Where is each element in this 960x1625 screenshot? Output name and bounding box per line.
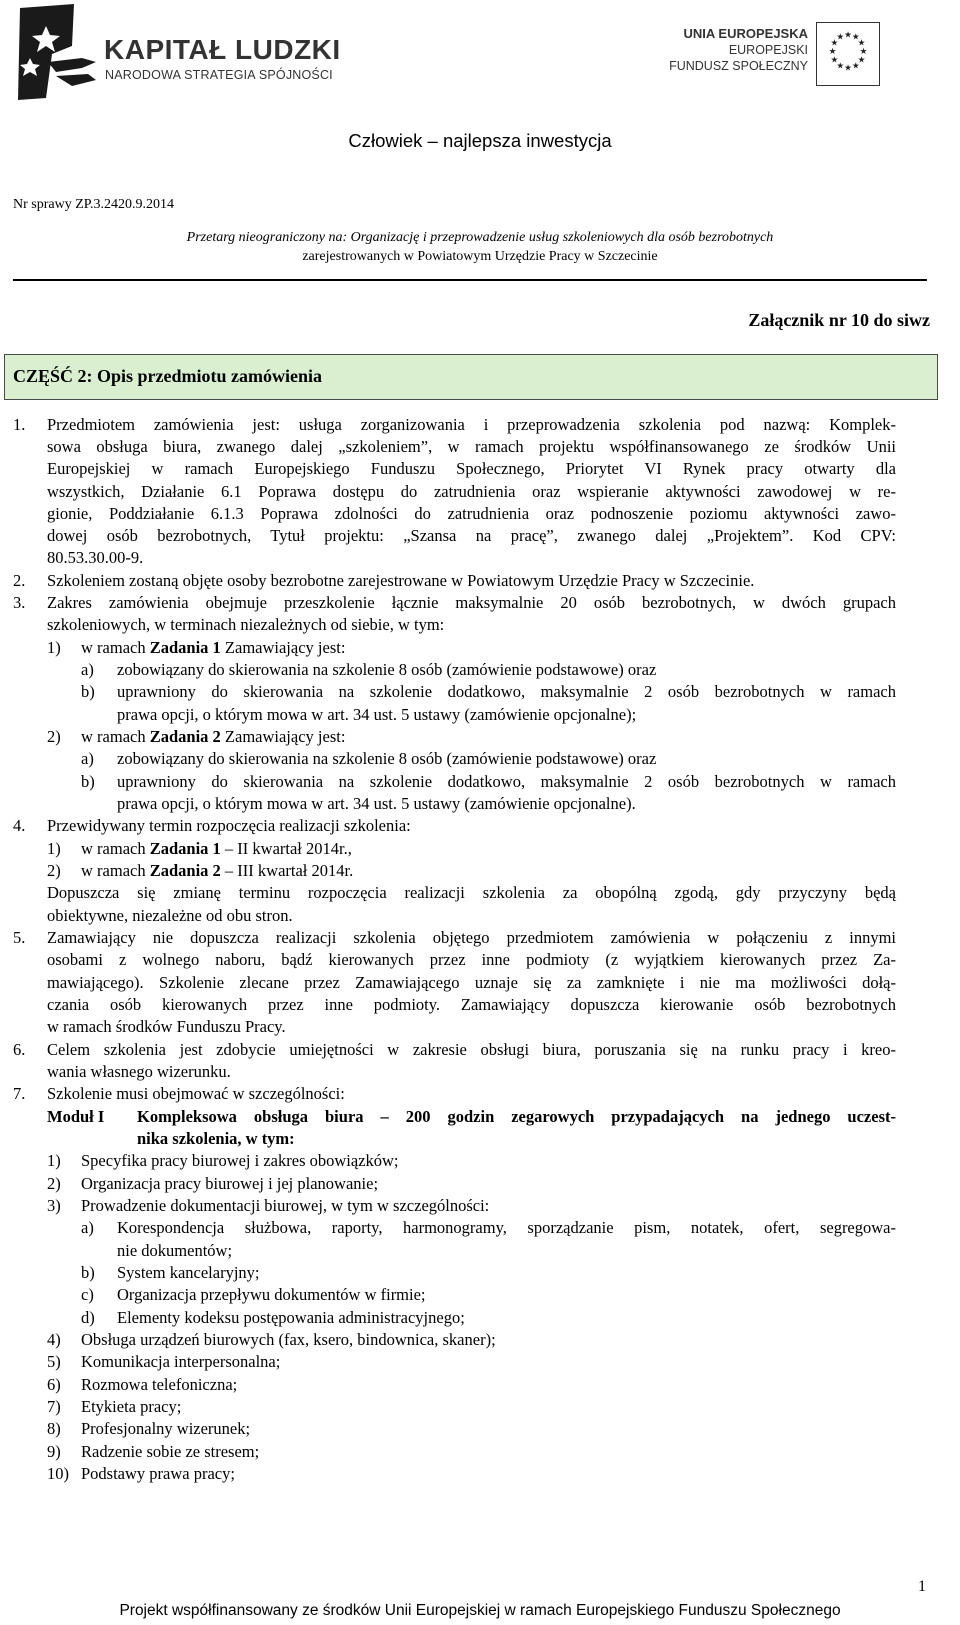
list-number: 2) [47, 727, 61, 746]
list-number: 4. [13, 816, 26, 835]
text-line [81, 726, 345, 748]
text-run: – II kwartał 2014r., [220, 839, 352, 858]
text-line: Komunikacja interpersonalna; [81, 1352, 281, 1371]
task-2-label: Zadania 2 [149, 727, 221, 746]
list-number: 1. [13, 415, 26, 434]
kapital-ludzki-title: KAPITAŁ LUDZKI [104, 34, 341, 65]
task-1-label: Zadania 1 [149, 638, 221, 657]
list-number: 6. [13, 1040, 26, 1059]
svg-text:★: ★ [836, 32, 845, 43]
svg-text:★: ★ [851, 61, 860, 72]
svg-text:★: ★ [830, 38, 839, 49]
text-line: Szkoleniem zostaną objęte osoby bezrobotne zarejestrowane w Powiatowym Urzędzie Pracy w Szczecinie. [47, 571, 755, 590]
svg-text:★: ★ [844, 63, 852, 74]
list-letter: a) [81, 749, 94, 768]
text-run: – III kwartał 2014r. [220, 861, 354, 880]
case-number: Nr sprawy ZP.3.2420.9.2014 [13, 197, 174, 212]
text-line: Elementy kodeksu postępowania administracyjnego; [117, 1308, 465, 1327]
list-number: 10) [47, 1464, 69, 1483]
text-line: Radzenie sobie ze stresem; [81, 1442, 260, 1461]
list-number: 7) [47, 1397, 61, 1416]
text-line: Przedmiotem zamówienia jest: usługa zorganizowania i przeprowadzenia szkolenia pod nazwą: Komplek- [47, 415, 896, 434]
list-letter: b) [81, 682, 95, 701]
text-line: Organizacja przepływu dokumentów w firmie; [117, 1285, 426, 1304]
text-line: zobowiązany do skierowania na szkolenie 8 osób (zamówienie podstawowe) oraz [117, 660, 657, 679]
text-run: Zamawiający jest: [220, 638, 346, 657]
text-line: Podstawy prawa pracy; [81, 1464, 235, 1483]
text-line: wania własnego wizerunku. [47, 1062, 231, 1081]
module-title-cont: nika szkolenia, w tym: [137, 1129, 295, 1148]
text-line: obiektywne, niezależne od obu stron. [47, 906, 293, 925]
part-heading: CZĘŚĆ 2: Opis przedmiotu zamówienia [4, 354, 938, 400]
text-line: Zamawiający nie dopuszcza realizacji szkolenia objętego przedmiotem zamówienia w połączeniu z innymi [47, 928, 896, 947]
list-letter: d) [81, 1308, 95, 1327]
page-number: 1 [918, 1578, 926, 1595]
list-number: 8) [47, 1419, 61, 1438]
list-number: 4) [47, 1330, 61, 1349]
kapital-ludzki-logo-icon [12, 2, 100, 102]
text-line: Korespondencja służbowa, raporty, harmonogramy, sporządzanie pism, notatek, ofert, segregowa- [117, 1218, 896, 1237]
svg-text:★: ★ [830, 55, 839, 66]
eu-logo-line1: UNIA EUROPEJSKA [683, 26, 808, 41]
list-number: 1) [47, 638, 61, 657]
text-line: Rozmowa telefoniczna; [81, 1375, 238, 1394]
tender-title [60, 228, 900, 266]
text-line: uprawniony do skierowania na szkolenie dodatkowo, maksymalnie 2 osób bezrobotnych w ramach [117, 772, 896, 791]
text-line: dowej osób bezrobotnych, Tytuł projektu: „Szansa na pracę”, zwanego dalej „Projektem”. Kod CPV: [47, 526, 896, 545]
text-line: mawiającego). Szkolenie zlecane przez Zamawiającego uznaje się za zamknięte i nie ma możliwości dołą- [47, 973, 896, 992]
text-line: prawa opcji, o którym mowa w art. 34 ust. 5 ustawy (zamówienie opcjonalne). [117, 794, 636, 813]
svg-text:★: ★ [851, 32, 860, 43]
text-line: 80.53.30.00-9. [47, 548, 144, 567]
text-run: Zamawiający jest: [220, 727, 346, 746]
header-divider [13, 279, 927, 281]
list-number: 2. [13, 571, 26, 590]
motto: Człowiek – najlepsza inwestycja [348, 130, 612, 151]
text-line: Specyfika pracy biurowej i zakres obowiązków; [81, 1151, 399, 1170]
list-number: 7. [13, 1084, 26, 1103]
list-letter: b) [81, 772, 95, 791]
text-line: Etykieta pracy; [81, 1397, 182, 1416]
list-number: 6) [47, 1375, 61, 1394]
list-number: 5. [13, 928, 26, 947]
text-line: Przewidywany termin rozpoczęcia realizacji szkolenia: [47, 816, 411, 835]
svg-text:★: ★ [844, 30, 852, 41]
text-run: w ramach [81, 839, 150, 858]
svg-text:★: ★ [859, 47, 868, 57]
list-number: 3. [13, 593, 26, 612]
text-line: w ramach środków Funduszu Pracy. [47, 1017, 286, 1036]
text-line: wszystkich, Działanie 6.1 Poprawa dostępu do zatrudnienia oraz wspieranie aktywności zawodowej w re- [47, 482, 896, 501]
module-label: Moduł I [47, 1107, 105, 1126]
text-line: Zakres zamówienia obejmuje przeszkolenie łącznie maksymalnie 20 osób bezrobotnych, w dwóch grupach [47, 593, 896, 612]
eu-logo-text [669, 26, 808, 74]
svg-text:★: ★ [857, 38, 866, 49]
tender-line-1: Przetarg nieograniczony na: Organizację i przeprowadzenie usług szkoleniowych dla osób bezrobotnych [186, 230, 774, 245]
list-number: 1) [47, 1151, 61, 1170]
module-title: Kompleksowa obsługa biura – 200 godzin zegarowych przypadających na jednego uczest- [137, 1107, 896, 1126]
list-letter: a) [81, 660, 94, 679]
eu-flag-icon [816, 22, 880, 86]
text-line: Celem szkolenia jest zdobycie umiejętności w zakresie obsługi biura, poruszania się na runku pracy i kreo- [47, 1040, 896, 1059]
text-line: uprawniony do skierowania na szkolenie dodatkowo, maksymalnie 2 osób bezrobotnych w ramach [117, 682, 896, 701]
text-line: szkoleniowych, w terminach niezależnych od siebie, w tym: [47, 615, 445, 634]
kapital-ludzki-subtitle: NARODOWA STRATEGIA SPÓJNOŚCI [105, 68, 333, 82]
text-line: Szkolenie musi obejmować w szczególności: [47, 1084, 345, 1103]
text-run: w ramach [81, 638, 150, 657]
task-2-label: Zadania 2 [149, 861, 221, 880]
list-number: 9) [47, 1442, 61, 1461]
text-run: w ramach [81, 861, 150, 880]
eu-logo-line3: FUNDUSZ SPOŁECZNY [669, 59, 808, 73]
text-line: Europejskiej w ramach Europejskiego Funduszu Społecznego, Priorytet VI Rynek pracy otwarty dla [47, 459, 896, 478]
text-line: System kancelaryjny; [117, 1263, 260, 1282]
list-number: 5) [47, 1352, 61, 1371]
text-line: Obsługa urządzeń biurowych (fax, ksero, bindownica, skaner); [81, 1330, 496, 1349]
tender-line-2: zarejestrowanych w Powiatowym Urzędzie Pracy w Szczecinie [302, 249, 658, 264]
text-line: prawa opcji, o którym mowa w art. 34 ust. 5 ustawy (zamówienie opcjonalne); [117, 705, 637, 724]
list-number: 2) [47, 861, 61, 880]
list-letter: b) [81, 1263, 95, 1282]
task-1-label: Zadania 1 [149, 839, 221, 858]
page-footer: Projekt współfinansowany ze środków Unii Europejskiej w ramach Europejskiego Funduszu Społecznego [119, 1602, 841, 1619]
text-line: sowa obsługa biura, zwanego dalej „szkoleniem”, w ramach projektu współfinansowanego ze środków Unii [47, 437, 896, 456]
text-line: nie dokumentów; [117, 1241, 233, 1260]
list-number: 2) [47, 1174, 61, 1193]
text-line: Organizacja pracy biurowej i jej planowanie; [81, 1174, 379, 1193]
list-letter: c) [81, 1285, 94, 1304]
list-number: 3) [47, 1196, 61, 1215]
text-line [81, 637, 345, 659]
text-line: zobowiązany do skierowania na szkolenie 8 osób (zamówienie podstawowe) oraz [117, 749, 657, 768]
text-line: Prowadzenie dokumentacji biurowej, w tym w szczególności: [81, 1196, 490, 1215]
svg-text:★: ★ [836, 61, 845, 72]
list-number: 1) [47, 839, 61, 858]
text-line [81, 860, 353, 882]
annex-label: Załącznik nr 10 do siwz [748, 310, 930, 330]
text-line: gionie, Poddziałanie 6.1.3 Poprawa zdolności do zatrudnienia oraz podnoszenie poziomu aktywności zawo- [47, 504, 896, 523]
text-run: w ramach [81, 727, 150, 746]
text-line [81, 838, 352, 860]
eu-logo-line2: EUROPEJSKI [728, 43, 808, 57]
text-line: Dopuszcza się zmianę terminu rozpoczęcia realizacji szkolenia za obopólną zgodą, gdy przyczyny będą [47, 883, 896, 902]
text-line: osobami z wolnego naboru, bądź kierowanych przez inne podmioty (z wyjątkiem kierowanych przez Za- [47, 950, 896, 969]
svg-text:★: ★ [857, 55, 866, 66]
text-line: czania osób kierowanych przez inne podmioty. Zamawiający dopuszcza kierowanie osób bezrobotnych [47, 995, 896, 1014]
list-letter: a) [81, 1218, 94, 1237]
svg-text:★: ★ [828, 47, 837, 57]
text-line: Profesjonalny wizerunek; [81, 1419, 251, 1438]
